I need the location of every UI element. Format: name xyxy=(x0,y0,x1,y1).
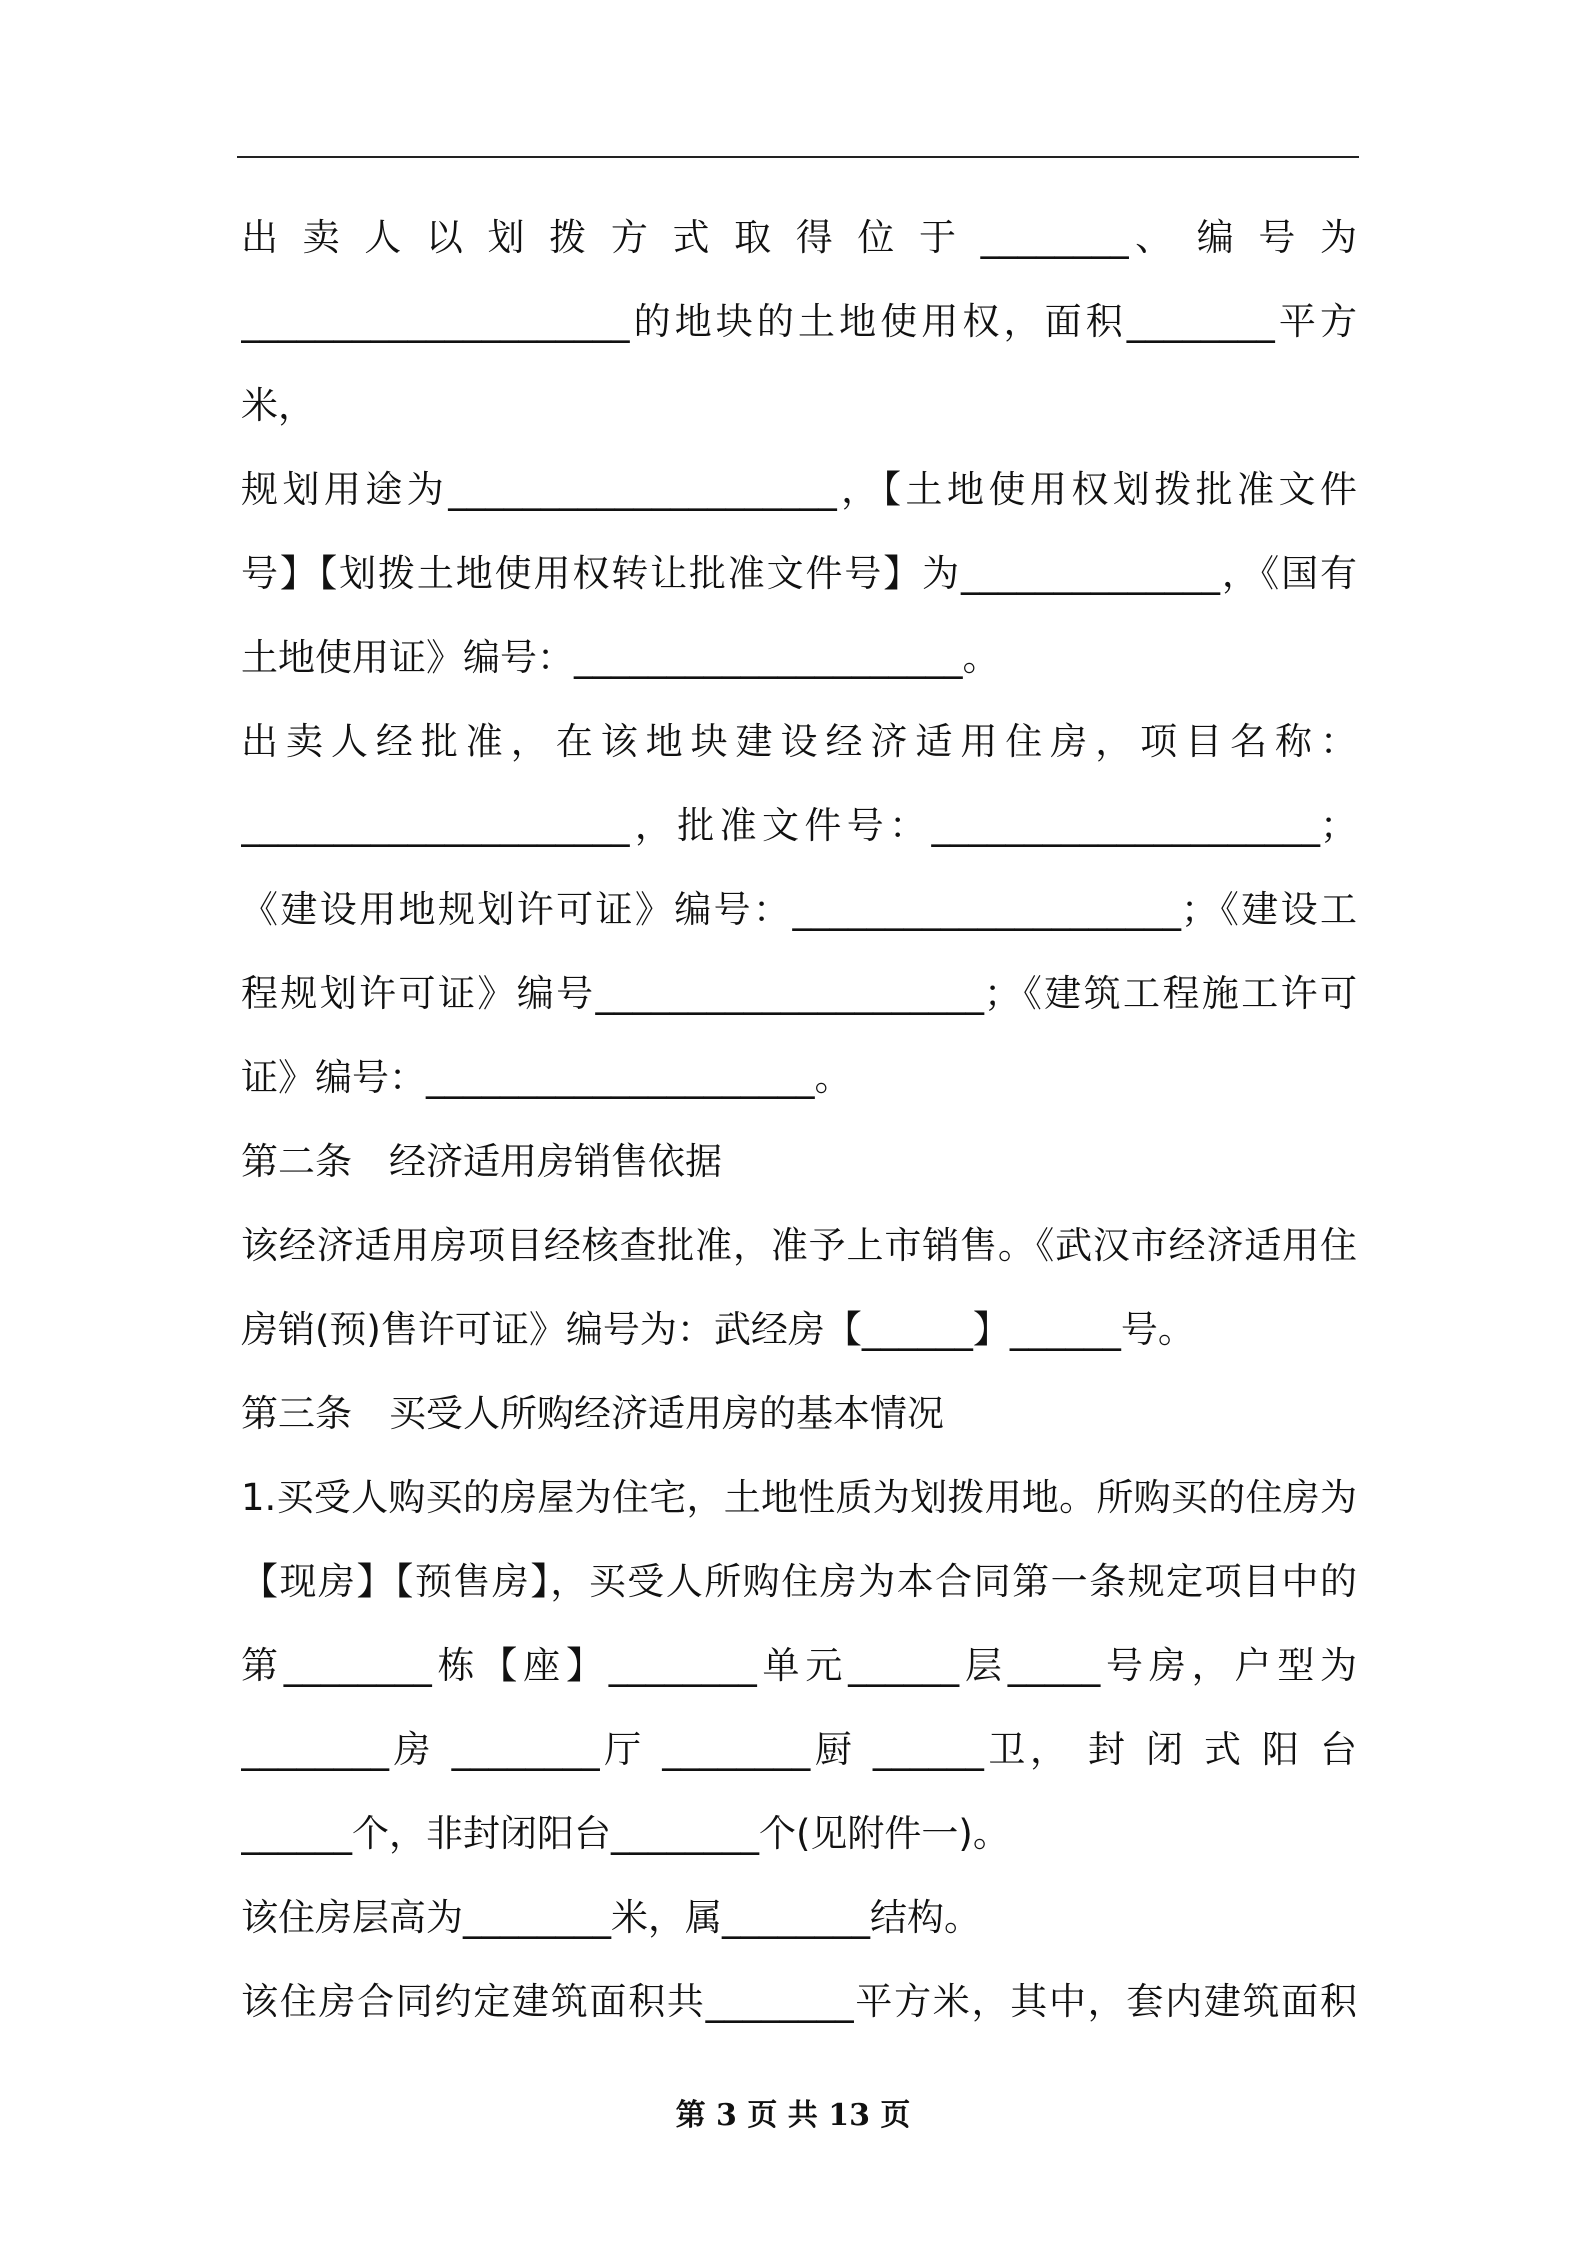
text-line: 号】【划拨土地使用权转让批准文件号】为______________，《国有 xyxy=(241,552,1357,595)
page-number-footer: 第 3 页 共 13 页 xyxy=(675,2098,911,2133)
text-line: 米， xyxy=(241,384,315,427)
text-line: 《建设用地规划许可证》编号：_____________________；《建设工 xyxy=(241,888,1357,931)
text-line: 该住房合同约定建筑面积共________平方米，其中，套内建筑面积 xyxy=(241,1980,1357,2023)
text-line: 房销(预)售许可证》编号为：武经房【______】______号。 xyxy=(241,1308,1195,1351)
contract-body xyxy=(241,196,1357,2044)
text-line: 出 卖 人 以 划 拨 方 式 取 得 位 于 ________、 编 号 为 xyxy=(241,216,1357,259)
text-line: _____________________，批准文件号：_____________________； xyxy=(241,804,1357,847)
text-line: 程规划许可证》编号_____________________；《建筑工程施工许可 xyxy=(241,972,1357,1015)
text-line: 【现房】【预售房】，买受人所购住房为本合同第一条规定项目中的 xyxy=(241,1560,1357,1603)
text-line: _____________________的地块的土地使用权，面积________平方 xyxy=(241,300,1357,343)
text-line: ______个，非封闭阳台________个(见附件一)。 xyxy=(241,1812,1010,1855)
text-line: 规划用途为_____________________，【土地使用权划拨批准文件 xyxy=(241,468,1357,511)
text-line: ________房 ________厅 ________厨 ______卫， 封 闭 式 阳 台 xyxy=(241,1728,1357,1771)
text-line: 该经济适用房项目经核查批准，准予上市销售。《武汉市经济适用住 xyxy=(241,1224,1357,1267)
text-line: 证》编号：_____________________。 xyxy=(241,1056,852,1099)
text-line: 土地使用证》编号：_____________________。 xyxy=(241,636,1000,679)
article-heading: 第二条 经济适用房销售依据 xyxy=(241,1140,722,1183)
text-line: 1.买受人购买的房屋为住宅，土地性质为划拨用地。所购买的住房为 xyxy=(241,1476,1357,1519)
text-line: 出卖人经批准，在该地块建设经济适用住房，项目名称： xyxy=(241,720,1357,763)
text-line: 该住房层高为________米，属________结构。 xyxy=(241,1896,981,1939)
article-heading: 第三条 买受人所购经济适用房的基本情况 xyxy=(241,1392,944,1435)
header-divider xyxy=(237,156,1359,158)
text-line: 第________栋【座】________单元______层_____号房，户型为 xyxy=(241,1644,1357,1687)
